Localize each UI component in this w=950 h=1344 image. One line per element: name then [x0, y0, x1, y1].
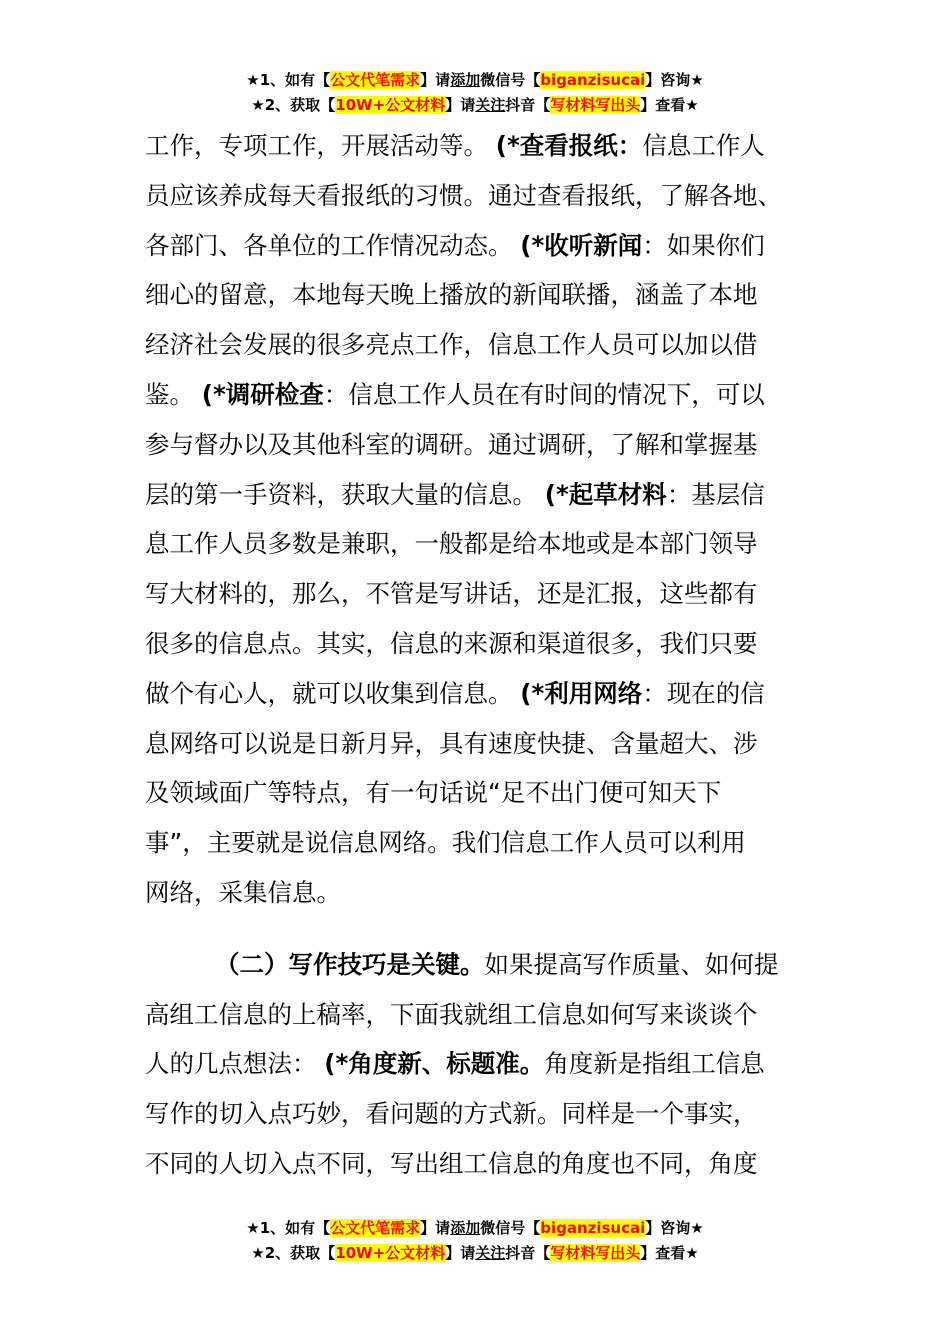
banner-highlight: 10W+公文材料	[335, 1244, 446, 1262]
body-line	[145, 940, 805, 990]
body-line: 高组工信息的上稿率，下面我就组工信息如何写来谈谈个	[145, 999, 758, 1029]
document-body	[145, 121, 805, 1189]
bold-heading: (*查看报纸：	[495, 131, 643, 160]
body-line: 息网络可以说是日新月异，具有速度快捷、含量超大、涉	[145, 728, 758, 758]
body-line: 参与督办以及其他科室的调研。通过调研，了解和掌握基	[145, 429, 758, 459]
text: 各部门、各单位的工作情况动态。	[145, 230, 521, 260]
section-heading: （二）写作技巧是关键。	[215, 949, 485, 979]
banner-line-2	[0, 93, 950, 118]
banner-text: 】请	[420, 71, 451, 89]
header-banner	[0, 68, 950, 118]
banner-text: ★1、如有【	[246, 1219, 331, 1237]
banner-highlight: 10W+公文材料	[335, 96, 446, 114]
bold-heading: (*调研检查	[201, 379, 324, 409]
bold-heading: (*收听新闻	[520, 230, 643, 260]
body-line: 写作的切入点巧妙，看问题的方式新。同样是一个事实，	[145, 1099, 758, 1129]
banner-line-2	[0, 1241, 950, 1266]
body-line: 员应该养成每天看报纸的习惯。通过查看报纸，了解各地、	[145, 180, 782, 210]
banner-text: 抖音【	[505, 96, 551, 114]
text: 做个有心人，就可以收集到信息。	[145, 678, 521, 708]
text: ：如果你们	[642, 230, 765, 260]
banner-text: ★1、如有【	[246, 71, 331, 89]
body-line: 很多的信息点。其实，信息的来源和渠道很多，我们只要	[145, 628, 758, 658]
body-line	[145, 121, 805, 171]
banner-underline: 添加	[450, 71, 481, 89]
text: 角度新是指组工信息	[544, 1049, 765, 1079]
banner-text: 微信号【	[480, 71, 541, 89]
banner-highlight: 公文代笔需求	[330, 71, 421, 89]
banner-text: 】请	[420, 1219, 451, 1237]
bold-heading: (*角度新、标题准。	[324, 1049, 545, 1079]
text: 人的几点想法：	[145, 1049, 325, 1079]
banner-text: 】查看★	[640, 96, 699, 114]
body-line	[145, 470, 805, 520]
body-line: 经济社会发展的很多亮点工作，信息工作人员可以加以借	[145, 330, 758, 360]
body-line: 网络，采集信息。	[145, 877, 341, 907]
banner-underline: 关注	[475, 96, 506, 114]
banner-text: 微信号【	[480, 1219, 541, 1237]
banner-line-1	[0, 1216, 950, 1241]
body-line: 写大材料的，那么，不管是写讲话，还是汇报，这些都有	[145, 579, 758, 609]
body-line	[145, 370, 805, 420]
body-line: 事”，主要就是说信息网络。我们信息工作人员可以利用	[145, 828, 746, 858]
body-line: 不同的人切入点不同，写出组工信息的角度也不同，角度	[145, 1148, 758, 1178]
text: ：信息工作人员在有时间的情况下，可以	[323, 379, 765, 409]
text: 层的第一手资料，获取大量的信息。	[145, 479, 545, 509]
text: 鉴。	[145, 379, 202, 409]
banner-line-1	[0, 68, 950, 93]
paragraph-gap	[145, 918, 805, 940]
banner-underline: 关注	[475, 1244, 506, 1262]
banner-douyin-id: 写材料写出头	[550, 1244, 641, 1262]
banner-text: 】请	[445, 1244, 476, 1262]
banner-underline: 添加	[450, 1219, 481, 1237]
text: 信息工作人	[642, 131, 765, 160]
banner-wechat-id: biganzisucai	[540, 1219, 646, 1237]
body-line: 细心的留意，本地每天晚上播放的新闻联播，涵盖了本地	[145, 280, 758, 310]
bold-heading: (*起草材料	[544, 479, 667, 509]
text: 工作，专项工作，开展活动等。	[145, 131, 496, 160]
footer-banner	[0, 1216, 950, 1266]
body-line: 及领域面广等特点，有一句话说“足不出门便可知天下	[145, 778, 722, 808]
bold-heading: (*利用网络	[520, 678, 643, 708]
banner-text: ★2、获取【	[251, 1244, 336, 1262]
text: 如果提高写作质量、如何提	[484, 949, 779, 979]
banner-text: 】咨询★	[645, 71, 704, 89]
banner-text: 】请	[445, 96, 476, 114]
body-line	[145, 1039, 805, 1089]
banner-text: 】咨询★	[645, 1219, 704, 1237]
banner-wechat-id: biganzisucai	[540, 71, 646, 89]
body-line	[145, 669, 805, 719]
body-line: 息工作人员多数是兼职，一般都是给本地或是本部门领导	[145, 529, 758, 559]
text: ：现在的信	[642, 678, 765, 708]
banner-text: 】查看★	[640, 1244, 699, 1262]
banner-douyin-id: 写材料写出头	[550, 96, 641, 114]
body-line	[145, 221, 805, 271]
banner-highlight: 公文代笔需求	[330, 1219, 421, 1237]
text: ：基层信	[666, 479, 765, 509]
banner-text: ★2、获取【	[251, 96, 336, 114]
banner-text: 抖音【	[505, 1244, 551, 1262]
